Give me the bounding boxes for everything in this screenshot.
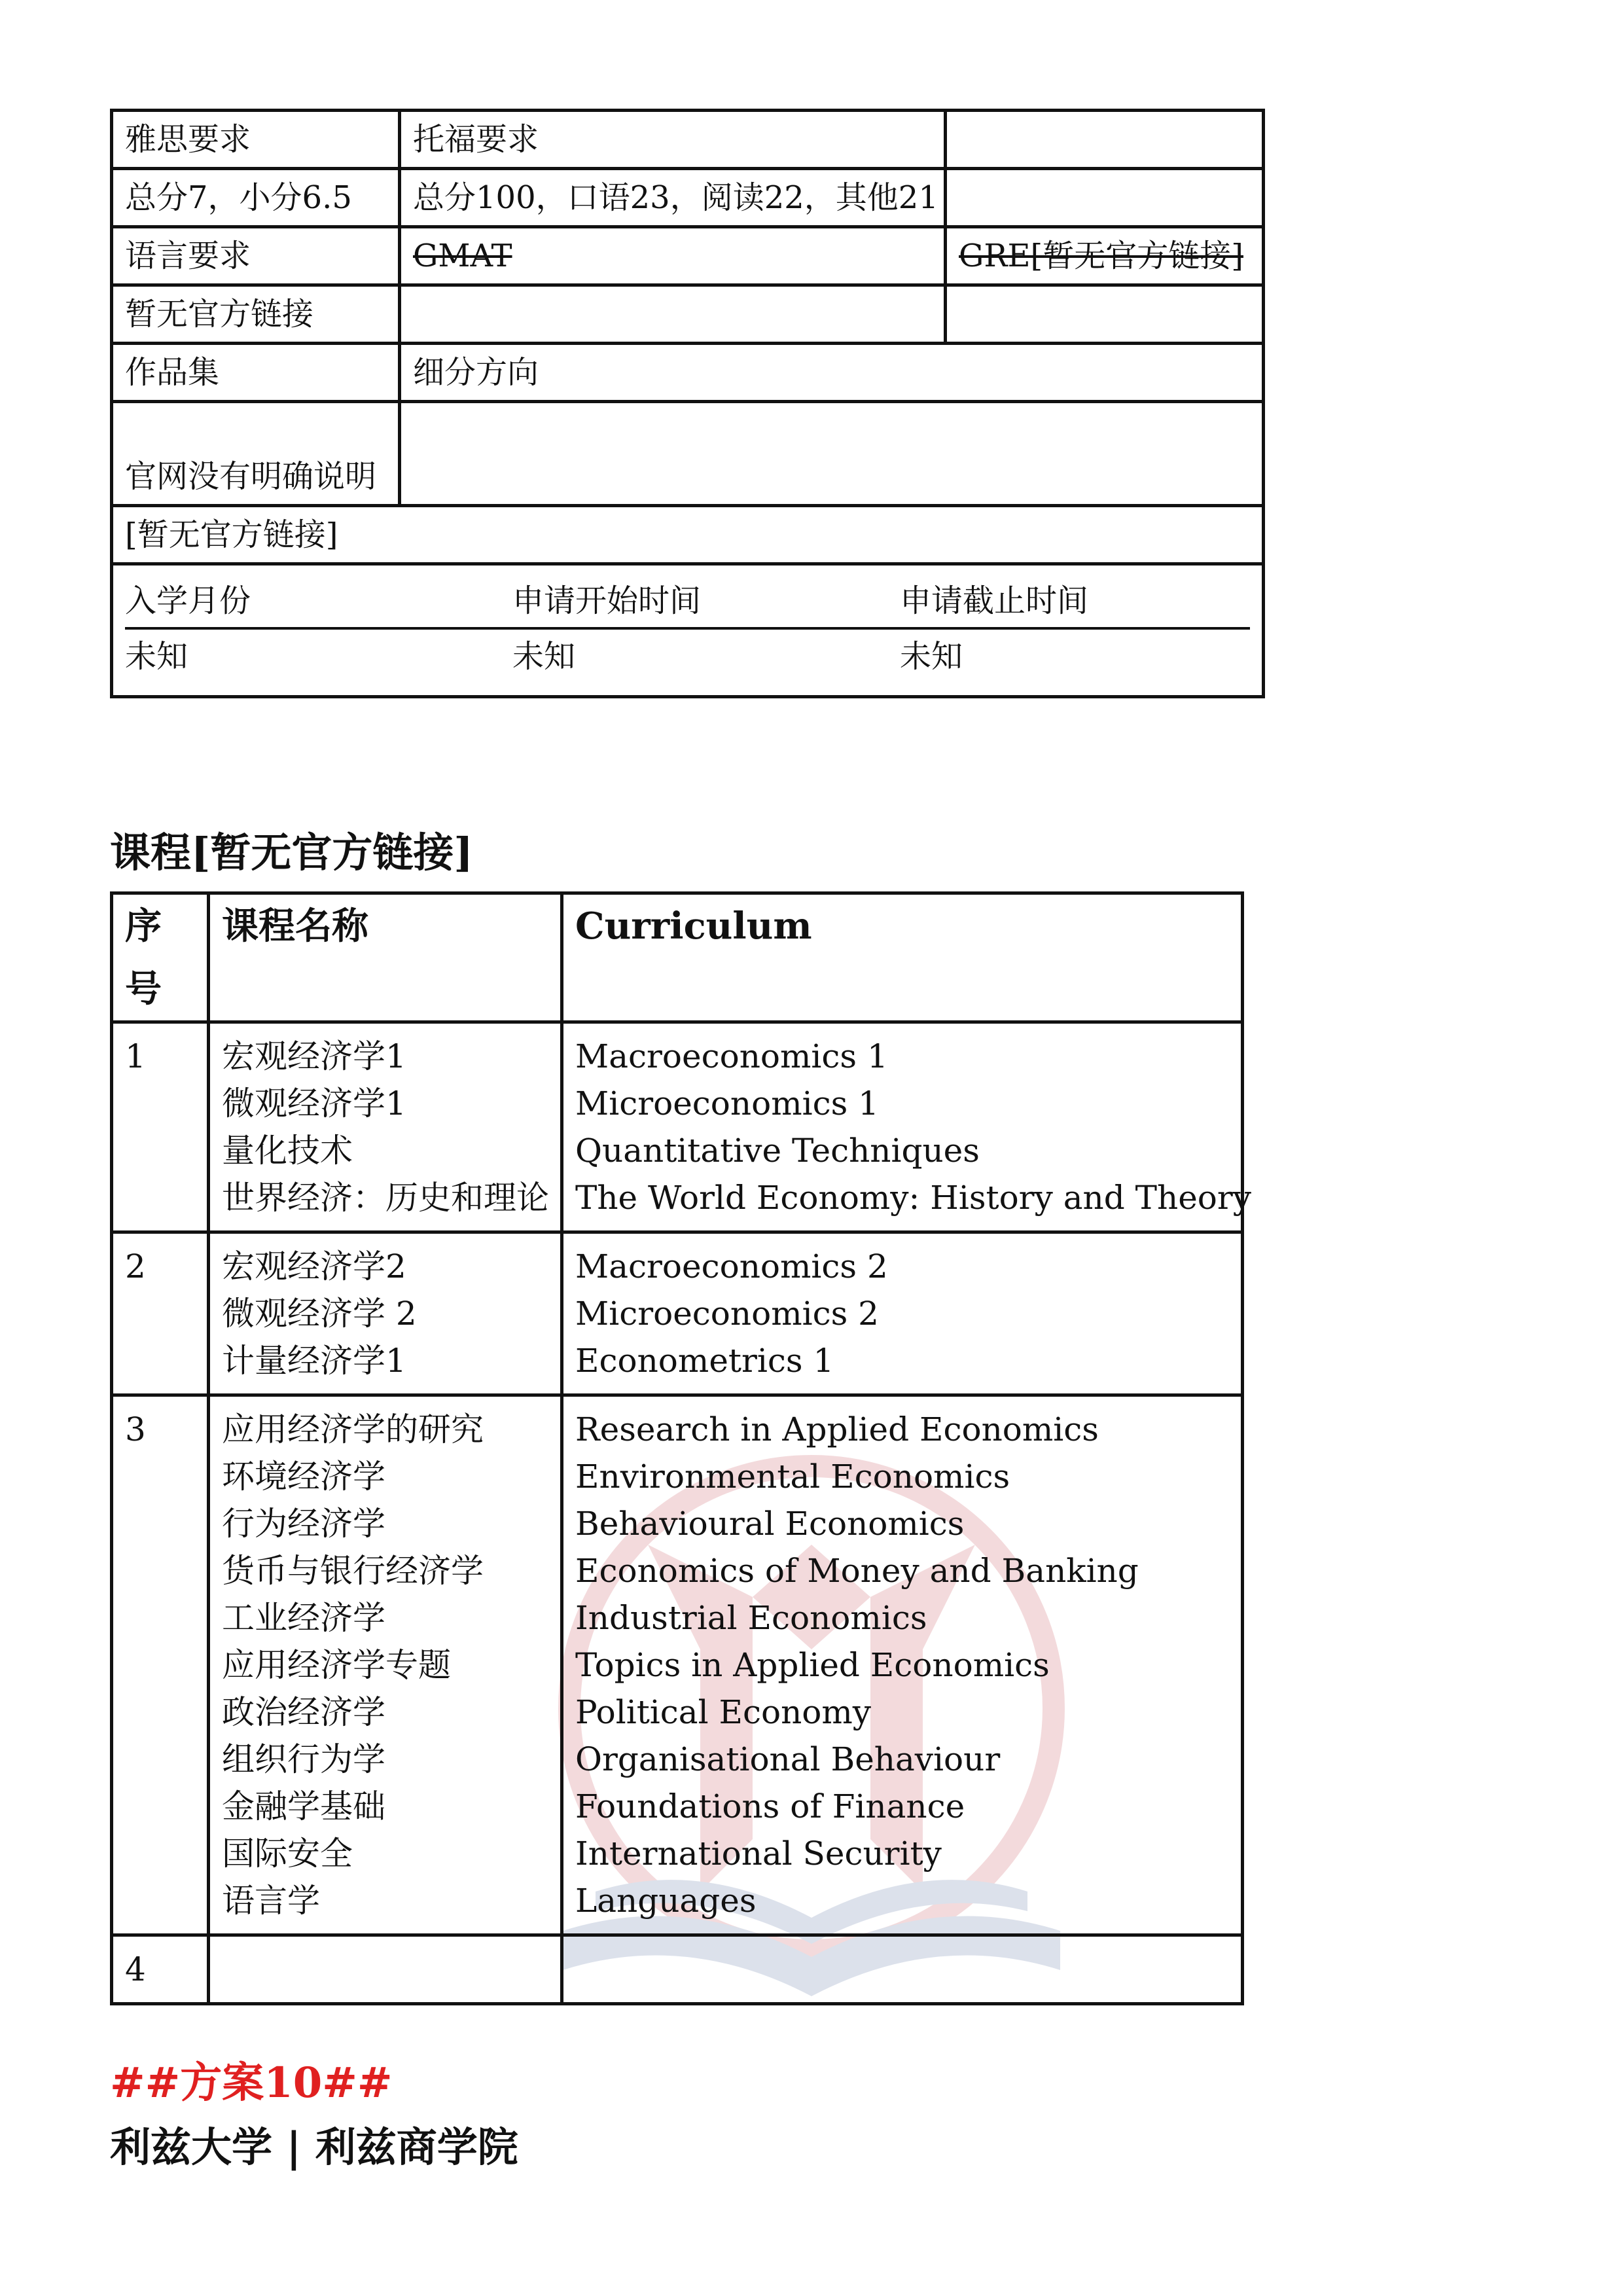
course-name-en: Macroeconomics 2 <box>575 1247 888 1285</box>
course-name-cn: 宏观经济学1 <box>222 1037 406 1075</box>
course-table <box>110 891 1252 2005</box>
course-names-cn <box>209 1395 562 1935</box>
table-cell: 语言要求 <box>112 227 400 285</box>
course-name-cn: 金融学基础 <box>222 1787 385 1825</box>
course-name-en: Environmental Economics <box>575 1458 1010 1496</box>
table-cell: [暂无官方链接] <box>112 506 1264 564</box>
table-cell: 总分7，小分6.5 <box>112 169 400 227</box>
gmat-cell <box>400 227 946 285</box>
course-name-en: Microeconomics 1 <box>575 1085 879 1122</box>
course-name-cn: 应用经济学专题 <box>222 1646 451 1684</box>
column-header: 序号 <box>112 893 209 1022</box>
course-name-cn: 微观经济学1 <box>222 1085 406 1122</box>
table-cell: 细分方向 <box>400 344 1264 402</box>
table-cell: 作品集 <box>112 344 400 402</box>
course-name-cn: 行为经济学 <box>222 1505 385 1543</box>
course-name-cn: 语言学 <box>222 1882 320 1920</box>
course-name-cn: 微观经济学 2 <box>222 1295 417 1333</box>
course-names-en <box>562 1395 1243 1935</box>
course-name-cn: 应用经济学的研究 <box>222 1410 484 1448</box>
date-header: 申请截止时间 <box>900 575 1250 630</box>
course-row <box>112 1022 1243 1232</box>
course-name-en: Political Economy <box>575 1693 872 1731</box>
course-name-en: Languages <box>575 1882 757 1920</box>
course-name-cn: 政治经济学 <box>222 1693 385 1731</box>
date-value: 未知 <box>512 638 576 675</box>
table-row <box>112 111 1264 169</box>
course-name-en: Research in Applied Economics <box>575 1410 1099 1448</box>
course-number: 4 <box>112 1935 209 2004</box>
table-cell: 总分100，口语23，阅读22，其他21 <box>400 169 946 227</box>
course-names-cn <box>209 1935 562 2004</box>
dates-row <box>112 564 1264 697</box>
table-cell <box>946 169 1264 227</box>
course-name-cn: 货币与银行经济学 <box>222 1552 484 1590</box>
table-row <box>112 506 1264 564</box>
course-name-cn: 量化技术 <box>222 1132 353 1170</box>
table-cell <box>946 111 1264 169</box>
requirements-table <box>110 109 1265 698</box>
plan-heading: ##方案10## <box>110 2058 393 2108</box>
table-row <box>112 227 1264 285</box>
course-name-cn: 环境经济学 <box>222 1458 385 1496</box>
course-number: 1 <box>112 1022 209 1232</box>
table-row <box>112 344 1264 402</box>
gre-cell <box>946 227 1264 285</box>
course-names-cn <box>209 1022 562 1232</box>
gre-text: GRE[暂无官方链接] <box>959 238 1243 274</box>
course-name-en: The World Economy: History and Theory <box>575 1179 1252 1217</box>
course-name-en: International Security <box>575 1835 942 1873</box>
course-name-en: Industrial Economics <box>575 1599 927 1637</box>
table-cell <box>400 402 1264 506</box>
course-row <box>112 1935 1243 2004</box>
course-name-cn: 计量经济学1 <box>222 1342 406 1380</box>
date-header: 入学月份 <box>125 575 512 630</box>
column-header: 课程名称 <box>209 893 562 1022</box>
course-name-cn: 组织行为学 <box>222 1740 385 1778</box>
column-header: Curriculum <box>562 893 1243 1022</box>
dates-grid <box>125 575 1250 683</box>
table-cell: 托福要求 <box>400 111 946 169</box>
course-name-en: Microeconomics 2 <box>575 1295 879 1333</box>
course-names-en <box>562 1232 1243 1395</box>
course-name-cn: 国际安全 <box>222 1835 353 1873</box>
date-header: 申请开始时间 <box>512 575 900 630</box>
course-name-en: Behavioural Economics <box>575 1505 965 1543</box>
course-table-body <box>112 1022 1252 2004</box>
course-name-en: Economics of Money and Banking <box>575 1552 1139 1590</box>
table-cell: 官网没有明确说明 <box>112 402 400 506</box>
table-row <box>112 169 1264 227</box>
table-cell: 雅思要求 <box>112 111 400 169</box>
course-number: 2 <box>112 1232 209 1395</box>
table-cell: 暂无官方链接 <box>112 285 400 344</box>
course-name-en: Macroeconomics 1 <box>575 1037 888 1075</box>
table-cell <box>946 285 1264 344</box>
gmat-text: GMAT <box>413 238 512 274</box>
dates-cell <box>112 564 1264 697</box>
course-name-en: Foundations of Finance <box>575 1787 965 1825</box>
course-row <box>112 1395 1243 1935</box>
course-section-title: 课程[暂无官方链接] <box>110 829 473 876</box>
table-cell <box>400 285 946 344</box>
date-value: 未知 <box>900 638 963 675</box>
table-row <box>112 402 1264 506</box>
date-value: 未知 <box>125 638 188 675</box>
table-row <box>112 285 1264 344</box>
course-name-en: Organisational Behaviour <box>575 1740 1001 1778</box>
course-name-cn: 宏观经济学2 <box>222 1247 406 1285</box>
course-names-cn <box>209 1232 562 1395</box>
course-name-cn: 工业经济学 <box>222 1599 385 1637</box>
school-heading: 利兹大学 | 利兹商学院 <box>110 2123 518 2171</box>
course-name-en: Econometrics 1 <box>575 1342 834 1380</box>
course-row <box>112 1232 1243 1395</box>
course-name-cn: 世界经济：历史和理论 <box>222 1179 549 1217</box>
course-names-en <box>562 1022 1252 1232</box>
table-header-row <box>112 893 1243 1022</box>
course-number: 3 <box>112 1395 209 1935</box>
course-name-en: Topics in Applied Economics <box>575 1646 1050 1684</box>
course-names-en <box>562 1935 1243 2004</box>
course-name-en: Quantitative Techniques <box>575 1132 980 1170</box>
